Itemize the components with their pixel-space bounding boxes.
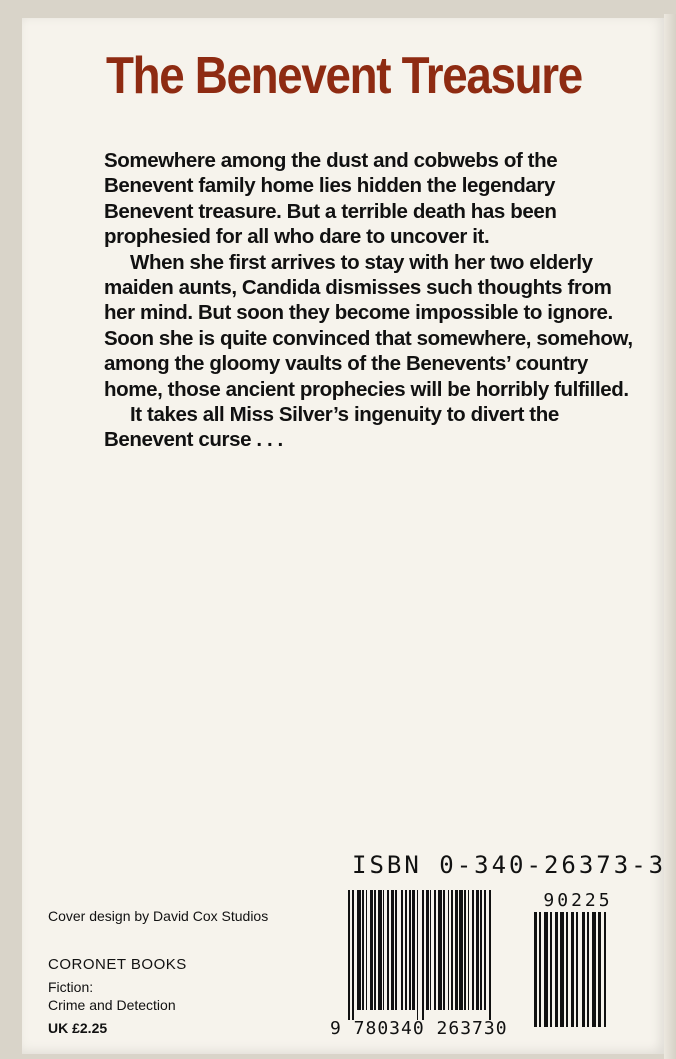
- spine-edge: [664, 14, 676, 1059]
- isbn: ISBN 0-340-26373-3: [352, 851, 667, 879]
- barcode-bar: [370, 890, 373, 1010]
- barcode-bar: [448, 890, 449, 1010]
- barcode-bar: [430, 890, 431, 1010]
- barcode-addon-digits: 90225: [543, 890, 613, 911]
- barcode-bar: [357, 890, 361, 1010]
- barcode-bar: [366, 890, 367, 1010]
- barcode-bar: [387, 890, 389, 1010]
- barcode-bar: [592, 912, 596, 1027]
- blurb-paragraph: It takes all Miss Silver’s ingenuity to divert the Benevent curse . . .: [104, 403, 559, 452]
- barcode-bar: [352, 890, 354, 1020]
- barcode-bar: [422, 890, 424, 1020]
- barcode-bar: [459, 890, 463, 1010]
- barcode-bar: [480, 890, 482, 1010]
- barcode-bar: [434, 890, 436, 1010]
- barcode-bar: [374, 890, 376, 1010]
- barcode-bar: [455, 890, 458, 1010]
- blurb-paragraph: Somewhere among the dust and cobwebs of the Benevent family home lies hidden the legendary Benevent treasure. But a terrible death has been prophesied for all who dare to uncover it.: [104, 149, 558, 249]
- barcode-ean-digits: 9 780340 263730: [330, 1018, 508, 1039]
- barcode-bar: [571, 912, 574, 1027]
- barcode-bar: [405, 890, 407, 1010]
- barcode-bar: [534, 912, 537, 1027]
- category: [48, 978, 176, 1014]
- addon-barcode: [534, 912, 622, 1027]
- blurb-paragraph: When she first arrives to stay with her two elderly maiden aunts, Candida dismisses such thoughts from her mind. But soon they become impossible to ignore. Soon she is quite convinced that somewhere, somehow, among the gloomy vaults of the Benevents’ country home, those ancient prophecies will be horribly fulfilled.: [104, 250, 633, 401]
- barcode-bar: [472, 890, 474, 1010]
- barcode-bar: [476, 890, 479, 1010]
- barcode-bar: [443, 890, 445, 1010]
- category-line: Crime and Detection: [48, 997, 176, 1013]
- barcode-bar: [468, 890, 469, 1010]
- barcode-bar: [566, 912, 568, 1027]
- barcode-bar: [576, 912, 578, 1027]
- category-line: Fiction:: [48, 979, 94, 995]
- barcode-bar: [391, 890, 394, 1010]
- barcode-bar: [451, 890, 453, 1010]
- barcode-bar: [383, 890, 384, 1010]
- barcode-bar: [401, 890, 403, 1010]
- barcode-bar: [555, 912, 558, 1027]
- barcode-bar: [598, 912, 601, 1027]
- barcode-bar: [348, 890, 350, 1020]
- book-title: The Benevent Treasure: [106, 47, 582, 105]
- barcode-bar: [464, 890, 466, 1010]
- price: UK £2.25: [48, 1020, 108, 1036]
- barcode-bar: [587, 912, 589, 1027]
- barcode-bar: [604, 912, 606, 1027]
- barcode-bar: [409, 890, 411, 1010]
- barcode-bar: [560, 912, 564, 1027]
- barcode-bar: [544, 912, 548, 1027]
- barcode-bar: [438, 890, 442, 1010]
- barcode-bar: [362, 890, 364, 1010]
- barcode-bar: [378, 890, 382, 1010]
- ean-barcode: [348, 890, 526, 1020]
- publisher: CORONET BOOKS: [48, 956, 187, 973]
- barcode-bar: [426, 890, 429, 1010]
- barcode-bar: [417, 890, 418, 1020]
- barcode-bar: [395, 890, 397, 1010]
- barcode-bar: [412, 890, 415, 1010]
- barcode-bar: [582, 912, 585, 1027]
- blurb: [104, 148, 644, 453]
- barcode-bar: [539, 912, 541, 1027]
- barcode-bar: [484, 890, 486, 1010]
- cover-credit: Cover design by David Cox Studios: [48, 908, 269, 924]
- barcode-bar: [489, 890, 491, 1020]
- barcode-bar: [550, 912, 552, 1027]
